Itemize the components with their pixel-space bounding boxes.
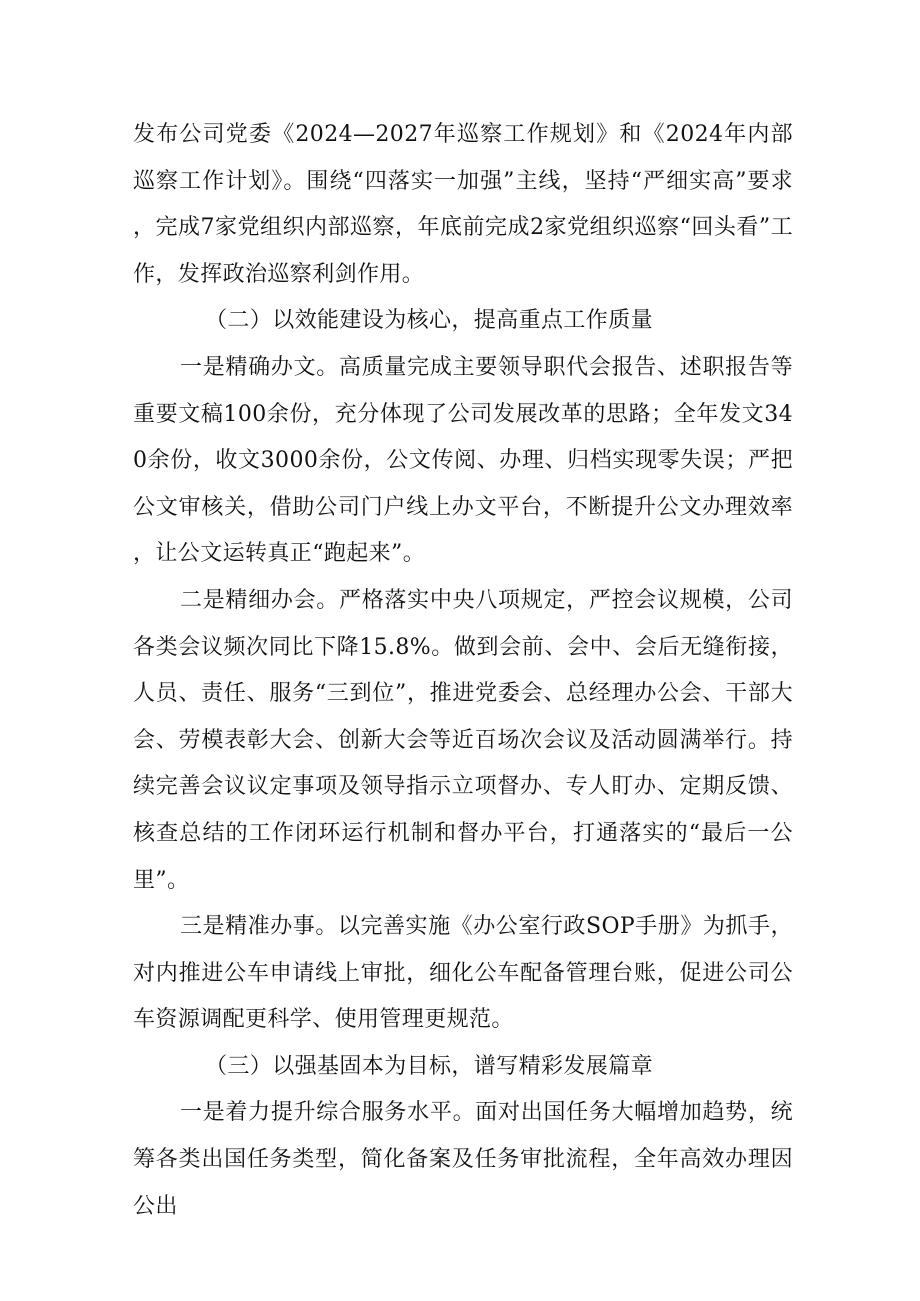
paragraph-inspection-plan: 发布公司党委《2024—2027年巡察工作规划》和《2024年内部巡察工作计划》。围绕“四落实一加强”主线，坚持“严细实高”要求，完成7家党组织内部巡察，年底前完成2家党组织巡察“回头看”工作，发挥政治巡察利剑作用。 (133, 122, 793, 287)
section-heading-foundation: （三）以强基固本为目标，谱写精彩发展篇章 (205, 1053, 654, 1079)
paragraph-document-handling: 一是精确办文。高质量完成主要领导职代会报告、述职报告等重要文稿100余份，充分体现了公司发展改革的思路；全年发文340余份，收文3000余份，公文传阅、办理、归档实现零失误；严把公文审核关，借助公司门户线上办文平台，不断提升公文办理效率，让公文运转真正“跑起来”。 (133, 354, 793, 567)
paragraph-affairs-handling: 三是精准办事。以完善实施《办公室行政SOP手册》为抓手，对内推进公车申请线上审批，细化公车配备管理台账，促进公司公车资源调配更科学、使用管理更规范。 (133, 914, 793, 1033)
section-heading-efficiency: （二）以效能建设为核心，提高重点工作质量 (205, 308, 654, 334)
paragraph-service-level: 一是着力提升综合服务水平。面对出国任务大幅增加趋势，统筹各类出国任务类型，简化备案及任务审批流程，全年高效办理因公出 (133, 1100, 793, 1219)
document-body (133, 112, 793, 1230)
paragraph-meeting-handling: 二是精细办会。严格落实中央八项规定，严控会议规模，公司各类会议频次同比下降15.8%。做到会前、会中、会后无缝衔接，人员、责任、服务“三到位”，推进党委会、总经理办公会、干部大会、劳模表彰大会、创新大会等近百场次会议及活动圆满举行。持续完善会议议定事项及领导指示立项督办、专人盯办、定期反馈、核查总结的工作闭环运行机制和督办平台，打通落实的“最后一公里”。 (133, 587, 793, 893)
